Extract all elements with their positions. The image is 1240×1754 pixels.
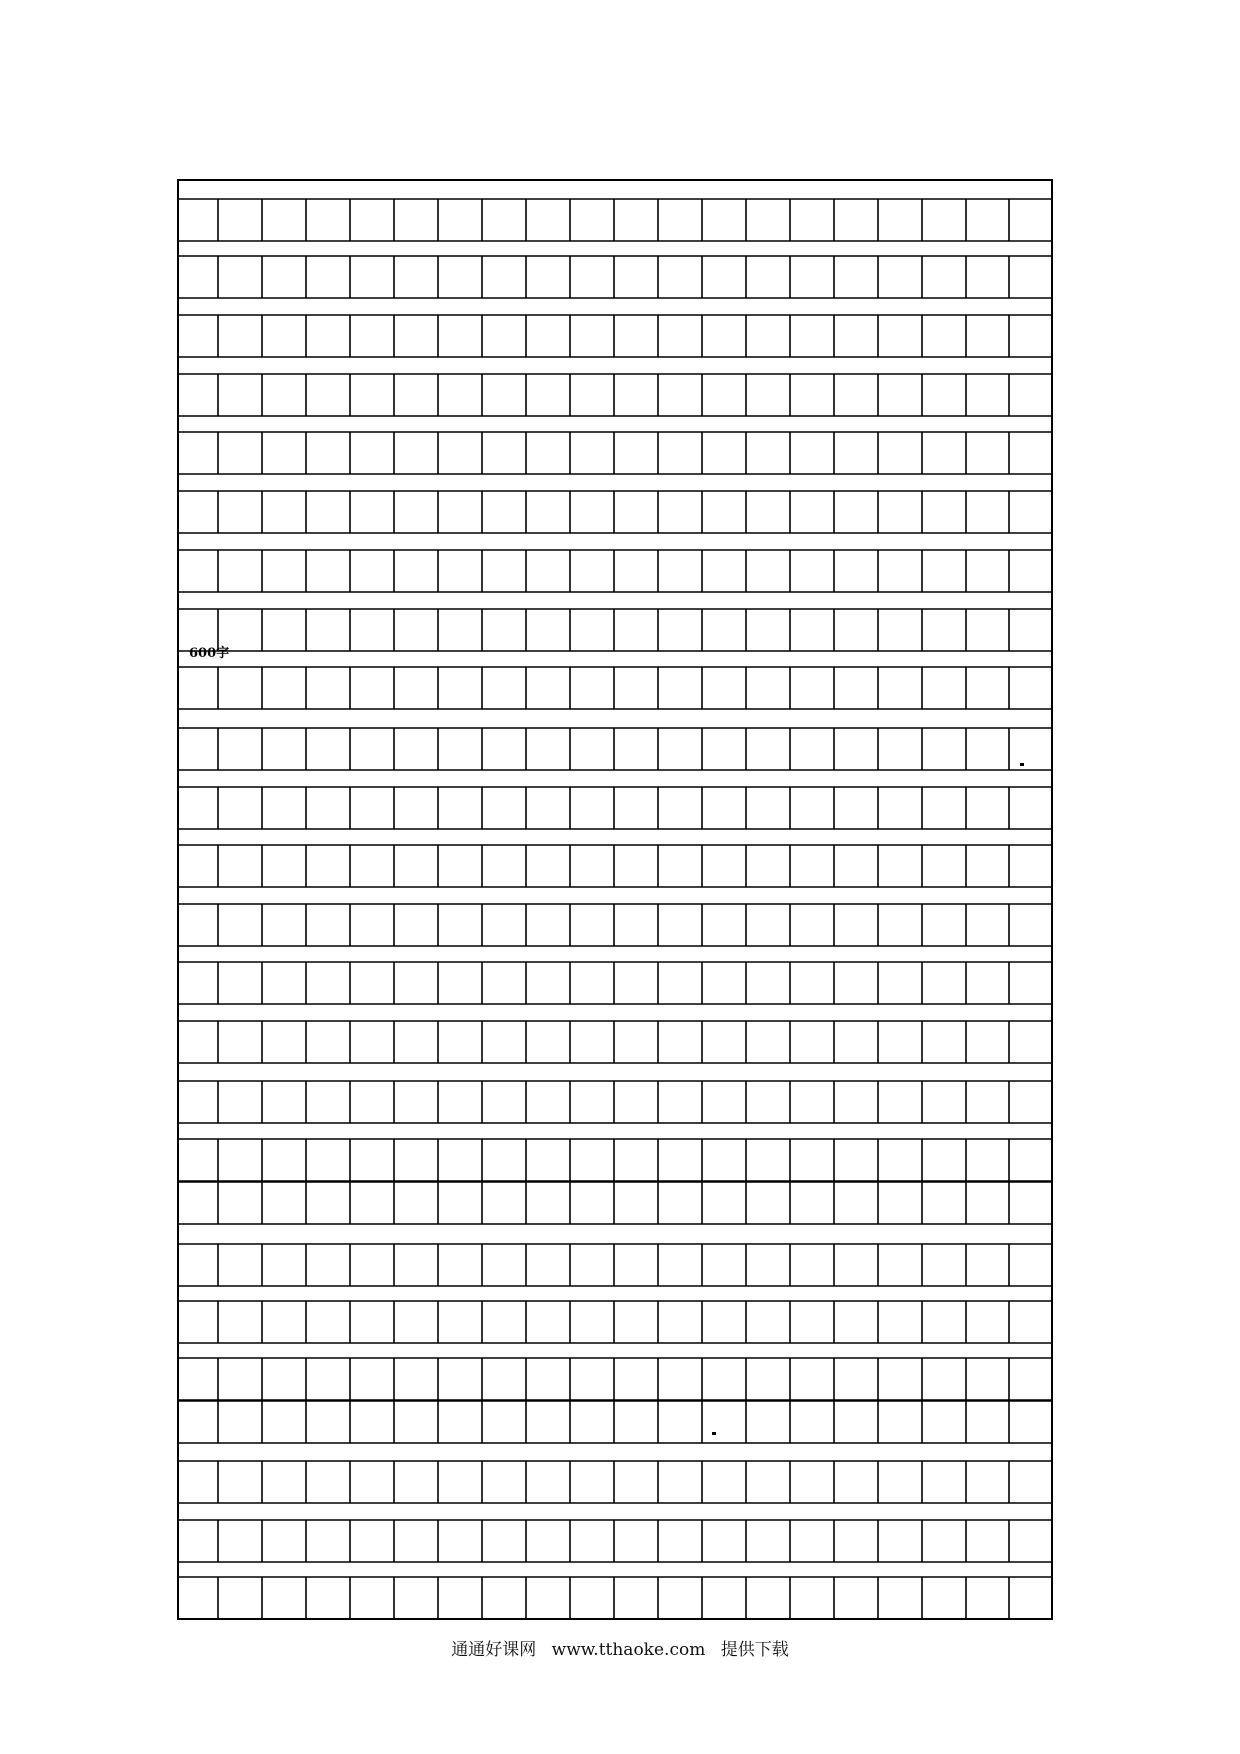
- writing-row: [178, 1081, 1052, 1123]
- writing-row: [178, 374, 1052, 416]
- writing-row: [178, 904, 1052, 946]
- print-speck: [1020, 763, 1024, 766]
- writing-row: [178, 550, 1052, 592]
- writing-row: [178, 1358, 1052, 1400]
- writing-row: [178, 256, 1052, 298]
- writing-row: [178, 1577, 1052, 1619]
- footer-suffix: 提供下载: [720, 1640, 789, 1660]
- page-footer: [0, 1635, 1240, 1660]
- footer-url: www.tthaoke.com: [551, 1640, 706, 1660]
- writing-row: [178, 199, 1052, 241]
- writing-row: [178, 845, 1052, 887]
- writing-row: [178, 667, 1052, 709]
- print-speck: [712, 1432, 716, 1435]
- writing-row: [178, 1520, 1052, 1562]
- grid-frame: [178, 180, 1052, 1619]
- writing-row: [178, 787, 1052, 829]
- writing-row: [178, 432, 1052, 474]
- writing-row: [178, 728, 1052, 770]
- writing-row: [178, 491, 1052, 533]
- writing-row: [178, 609, 1052, 651]
- writing-row: [178, 315, 1052, 357]
- writing-row: [178, 1182, 1052, 1224]
- writing-row: [178, 962, 1052, 1004]
- writing-row: [178, 1401, 1052, 1443]
- writing-row: [178, 1244, 1052, 1286]
- footer-site-name: 通通好课网: [451, 1640, 537, 1660]
- writing-row: [178, 1139, 1052, 1181]
- writing-row: [178, 1021, 1052, 1063]
- writing-row: [178, 1461, 1052, 1503]
- writing-row: [178, 1301, 1052, 1343]
- word-count-marker: 600字: [189, 646, 230, 661]
